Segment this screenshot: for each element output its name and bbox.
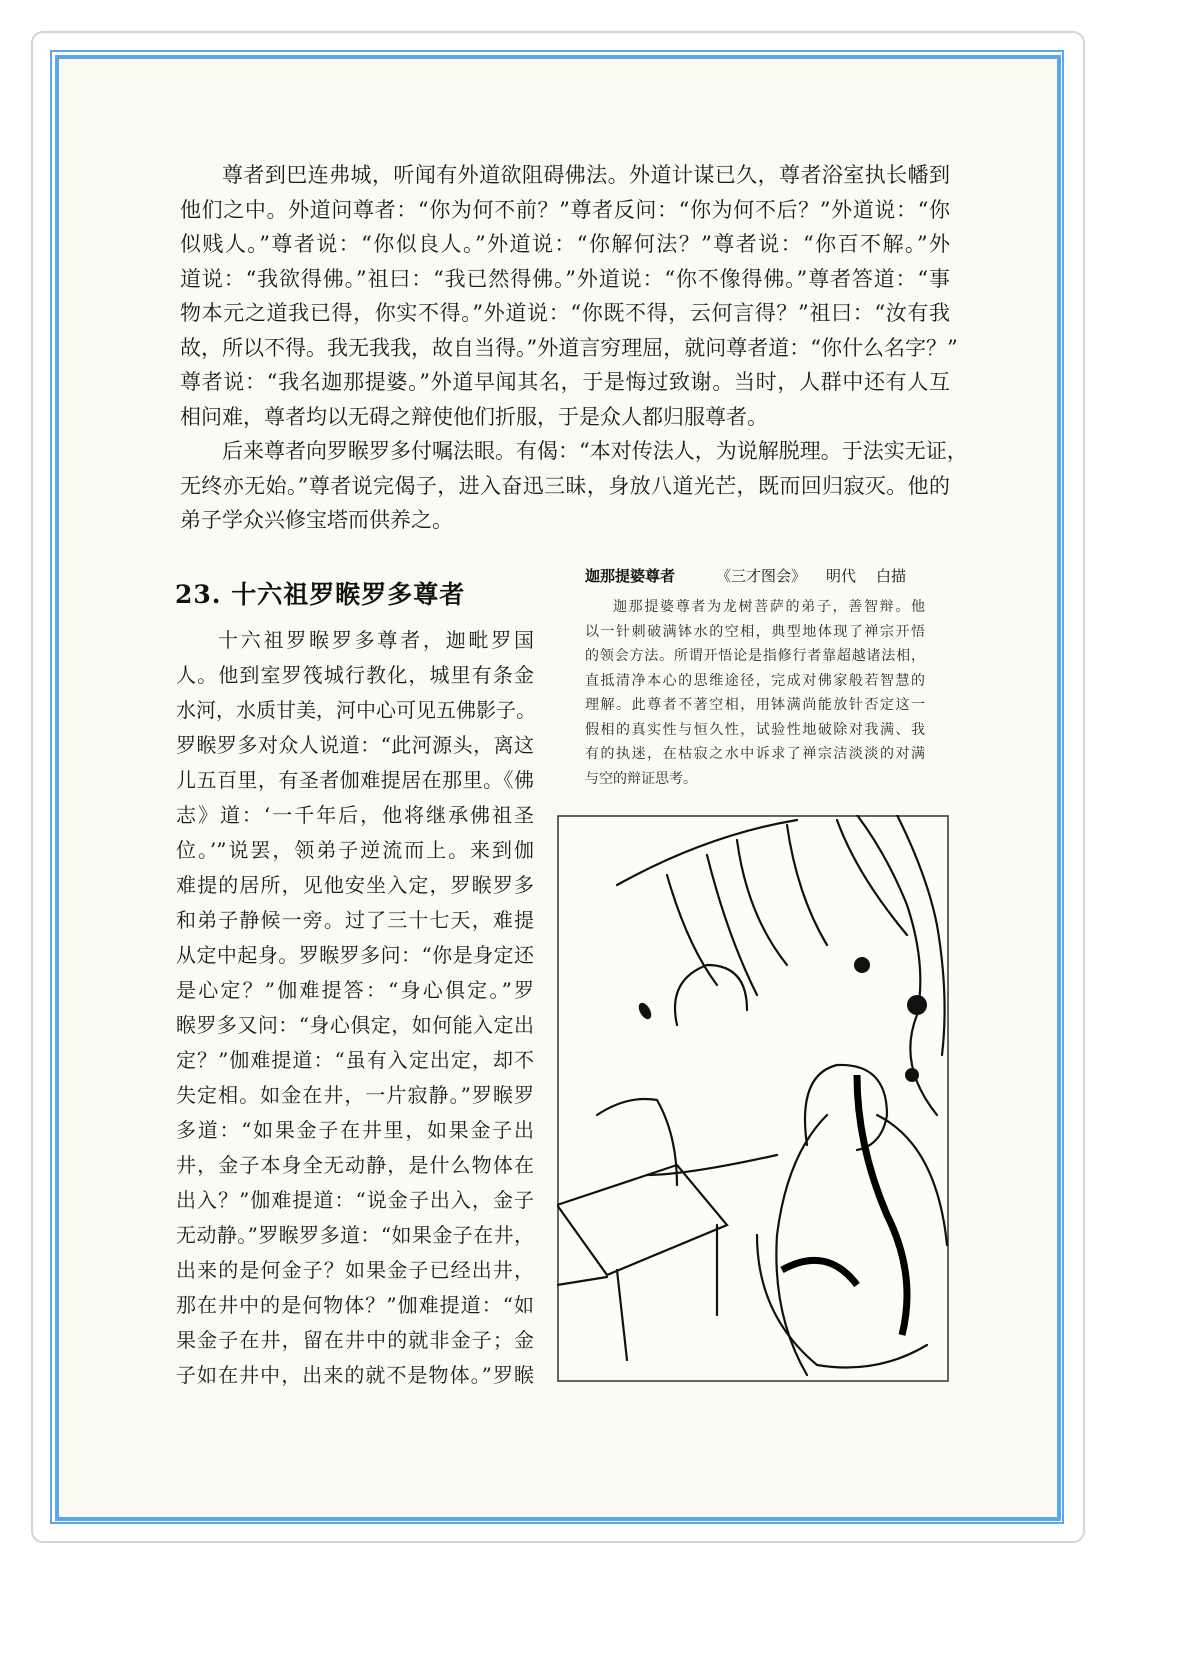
text-line: 水河，水质甘美，河中心可见五佛影子。	[176, 698, 536, 722]
text-line: 他们之中。外道问尊者：“你为何不前？”尊者反问：“你为何不后？”外道说：“你	[180, 197, 950, 222]
text-line: 弟子学众兴修宝塔而供养之。	[180, 508, 453, 532]
text-line: 失定相。如金在井，一片寂静。”罗睺罗	[176, 1083, 534, 1107]
caption-dynasty: 明代	[826, 567, 857, 585]
text-line: 从定中起身。罗睺罗多问：“你是身定还	[176, 943, 534, 967]
text-line: 儿五百里，有圣者伽难提居在那里。《佛	[176, 768, 534, 792]
text-line: 出来的是何金子？如果金子已经出井，	[176, 1258, 534, 1282]
caption-style: 白描	[876, 567, 907, 585]
caption-line: 假相的真实性与恒久性，试验性地破除对我满、我	[585, 721, 925, 738]
caption-line: 的领会方法。所谓开悟论是指修行者靠超越诸法相，	[585, 648, 925, 664]
text-line: 人。他到室罗筏城行教化，城里有条金	[176, 663, 534, 687]
text-line: 位。’”说罢，领弟子逆流而上。来到伽	[176, 838, 534, 862]
text-line: 相问难，尊者均以无碍之辩使他们折服，于是众人都归服尊者。	[180, 404, 768, 429]
text-line: 是心定？”伽难提答：“身心俱定。”罗	[176, 978, 534, 1002]
text-line: 十六祖罗睺罗多尊者，迦毗罗国	[218, 628, 534, 652]
caption-line: 以一针刺破满钵水的空相，典型地体现了禅宗开悟	[585, 623, 925, 640]
text-line: 井，金子本身全无动静，是什么物体在	[176, 1153, 534, 1177]
text-line: 道说：“我欲得佛。”祖曰：“我已然得佛。”外道说：“你不像得佛。”尊者答道：“事	[180, 266, 950, 291]
text-line: 多道：“如果金子在井里，如果金子出	[176, 1118, 534, 1142]
text-line: 定？”伽难提道：“虽有入定出定，却不	[176, 1048, 534, 1072]
text-line: 尊者说：“我名迦那提婆。”外道早闻其名，于是悔过致谢。当时，人群中还有人互	[180, 370, 950, 394]
caption-line: 迦那提婆尊者为龙树菩萨的弟子，善智辩。他	[613, 599, 925, 615]
caption-line: 直抵清净本心的思维途径，完成对佛家般若智慧的	[585, 672, 925, 689]
text-line: 似贱人。”尊者说：“你似良人。”外道说：“你解何法？”尊者说：“你百不解。”外	[180, 232, 950, 256]
text-line: 子如在井中，出来的就不是物体。”罗睺	[176, 1363, 534, 1387]
text-line: 果金子在井，留在井中的就非金子；金	[176, 1328, 534, 1352]
text-line: 尊者到巴连弗城，听闻有外道欲阻碍佛法。外道计谋已久，尊者浴室执长幡到	[222, 163, 950, 187]
text-line: 志》道：‘一千年后，他将继承佛祖圣	[176, 803, 534, 827]
illustration-monk-and-child	[557, 815, 949, 1382]
text-line: 和弟子静候一旁。过了三十七天，难提	[176, 908, 534, 932]
text-line: 那在井中的是何物体？”伽难提道：“如	[176, 1293, 534, 1317]
text-line: 无动静。”罗睺罗多道：“如果金子在井，	[176, 1223, 534, 1247]
section-heading: 23. 十六祖罗睺罗多尊者	[175, 580, 466, 609]
caption-line: 与空的辩证思考。	[585, 770, 697, 787]
caption-line: 理解。此尊者不著空相，用钵满尚能放针否定这一	[585, 697, 925, 713]
text-line: 无终亦无始。”尊者说完偈子，进入奋迅三昧，身放八道光芒，既而回归寂灭。他的	[180, 473, 950, 498]
text-line: 难提的居所，见他安坐入定，罗睺罗多	[176, 873, 534, 897]
text-line: 睺罗多又问：“身心俱定，如何能入定出	[176, 1013, 534, 1037]
text-line: 后来尊者向罗睺罗多付嘱法眼。有偈：“本对传法人，为说解脱理。于法实无证，	[222, 439, 968, 463]
text-line: 出入？”伽难提道：“说金子出入，金子	[176, 1188, 534, 1212]
caption-title: 迦那提婆尊者	[585, 567, 676, 585]
text-line: 罗睺罗多对众人说道：“此河源头，离这	[176, 733, 534, 757]
text-line: 故，所以不得。我无我我，故自当得。”外道言穷理屈，就问尊者道：“你什么名字？”	[180, 335, 958, 360]
text-line: 物本元之道我已得，你实不得。”外道说：“你既不得，云何言得？”祖曰：“汝有我	[180, 301, 950, 325]
caption-line: 有的执迷，在枯寂之水中诉求了禅宗洁淡淡的对满	[585, 746, 925, 762]
caption-source: 《三才图会》	[716, 567, 807, 585]
